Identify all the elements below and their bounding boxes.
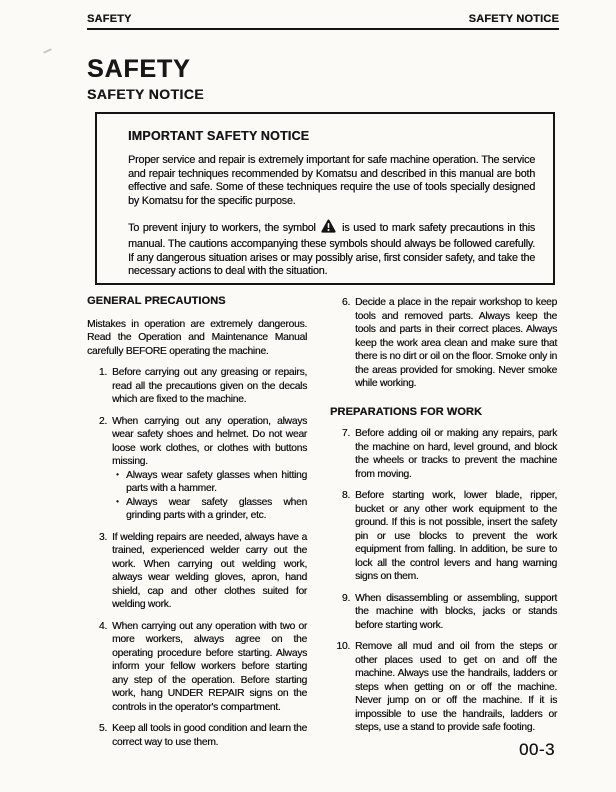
running-header [87, 13, 559, 30]
bullet-item [112, 496, 307, 523]
list-item-number: 1. [98, 367, 107, 378]
list-item-text: When disassembling or assembling, support the machine with blocks, jacks or stands before starting work. [355, 592, 557, 631]
bullet-item [112, 469, 307, 496]
list-item-number: 5. [98, 723, 107, 734]
list-item-text: When carrying out any operation, always wear safety shoes and helmet. Do not wear loose work clothes, or clothes with buttons missing. [112, 415, 307, 467]
list-item [87, 366, 307, 407]
body-columns [87, 295, 557, 749]
scan-artifact [43, 48, 52, 54]
list-item [330, 640, 557, 735]
left-column [87, 295, 307, 749]
bullet-text: Always wear safety glasses when grinding parts with a grinder, etc. [126, 496, 307, 521]
header-left-label: SAFETY [87, 13, 132, 25]
page-number: 00-3 [518, 740, 555, 759]
list-item [87, 620, 307, 715]
page-subtitle: SAFETY NOTICE [87, 86, 204, 103]
header-right-label: SAFETY NOTICE [468, 13, 559, 25]
list-item [330, 489, 557, 584]
list-item-number: 7. [341, 428, 350, 439]
list-item-text: Before adding oil or making any repairs, park the machine on hard, level ground, and block the wheels or tracks to prevent the machine from moving. [355, 428, 557, 480]
list-item-number: 3. [98, 531, 107, 543]
list-item-text: If welding repairs are needed, always have a trained, experienced welder carry out the work. When carrying out welding work, always wear welding gloves, apron, hand shield, cap and other clothes suited for welding work. [112, 531, 307, 610]
page-title: SAFETY [87, 55, 191, 83]
list-item [330, 592, 557, 633]
bullet-icon: • [116, 469, 119, 479]
list-item-number: 9. [341, 592, 350, 604]
preparations-for-work-heading: PREPARATIONS FOR WORK [330, 405, 483, 418]
bullet-list [112, 469, 307, 523]
list-item-text: When carrying out any operation with two or more workers, always agree on the operating procedure before starting. Always inform your fellow workers before starting any step of the operation. Before starting work, hang UNDER REPAIR signs on the controls in the operator's compartment. [112, 620, 307, 713]
list-item-text: Remove all mud and oil from the steps or other places used to get on and off the machine. Always use the handrails, ladders or steps when getting on or off the machine. Never jump on or off the machine. If it is impossible to use the handrails, ladders or steps, use a stand to provide safe footing. [355, 641, 557, 733]
list-item-text: Before starting work, lower blade, ripper, bucket or any other work equipment to the ground. If this is not possible, insert the safety pin or use blocks to prevent the work equipment from falling. In addition, be sure to lock all the control levers and hang warning signs on them. [355, 490, 557, 582]
list-item [87, 531, 307, 612]
general-precautions-intro: Mistakes in operation are extremely dangerous. Read the Operation and Maintenance Manual carefully BEFORE operating the machine. [87, 318, 307, 357]
notice-paragraph-2-before: To prevent injury to workers, the symbol [128, 222, 316, 235]
notice-paragraph-2-after: is used to mark safety precautions in this manual. The cautions accompanying these symbols should always be followed carefully. If any dangerous situation arises or may possibly arise, first consider safety, and take the necessary actions to deal with the situation. [128, 222, 535, 278]
list-item [87, 722, 307, 749]
list-item-number: 10. [336, 641, 350, 652]
list-item-number: 4. [98, 620, 107, 632]
notice-paragraph-1: Proper service and repair is extremely important for safe machine operation. The service and repair techniques recommended by Komatsu and described in this manual are both effective and safe. Some of these techniques require the use of tools specially designed by Komatsu for the specific purpose. [128, 154, 535, 207]
notice-paragraph-2 [128, 219, 535, 278]
list-item-text: Before carrying out any greasing or repairs, read all the precautions given on the decals which are fixed to the machine. [112, 367, 307, 405]
list-item-number: 6. [341, 297, 350, 308]
list-item-number: 2. [98, 415, 107, 427]
important-safety-notice-box [95, 112, 555, 285]
general-precautions-heading: GENERAL PRECAUTIONS [87, 295, 226, 307]
list-item [330, 427, 557, 481]
list-item-text: Decide a place in the repair workshop to keep tools and removed parts. Always keep the tools and parts in their correct places. Always keep the work area clean and make sure that there is no dirt or oil on the floor. Smoke only in the areas provided for smoking. Never smoke while working. [355, 297, 557, 389]
warning-triangle-icon [321, 219, 336, 238]
list-item [87, 415, 307, 523]
title-block [87, 56, 204, 102]
right-column [330, 295, 557, 749]
bullet-icon: • [116, 496, 119, 506]
list-item-number: 8. [341, 490, 350, 501]
list-item-text: Keep all tools in good condition and learn the correct way to use them. [112, 723, 307, 748]
bullet-text: Always wear safety glasses when hitting parts with a hammer. [126, 469, 307, 494]
notice-heading: IMPORTANT SAFETY NOTICE [128, 129, 310, 143]
list-item [330, 296, 557, 391]
